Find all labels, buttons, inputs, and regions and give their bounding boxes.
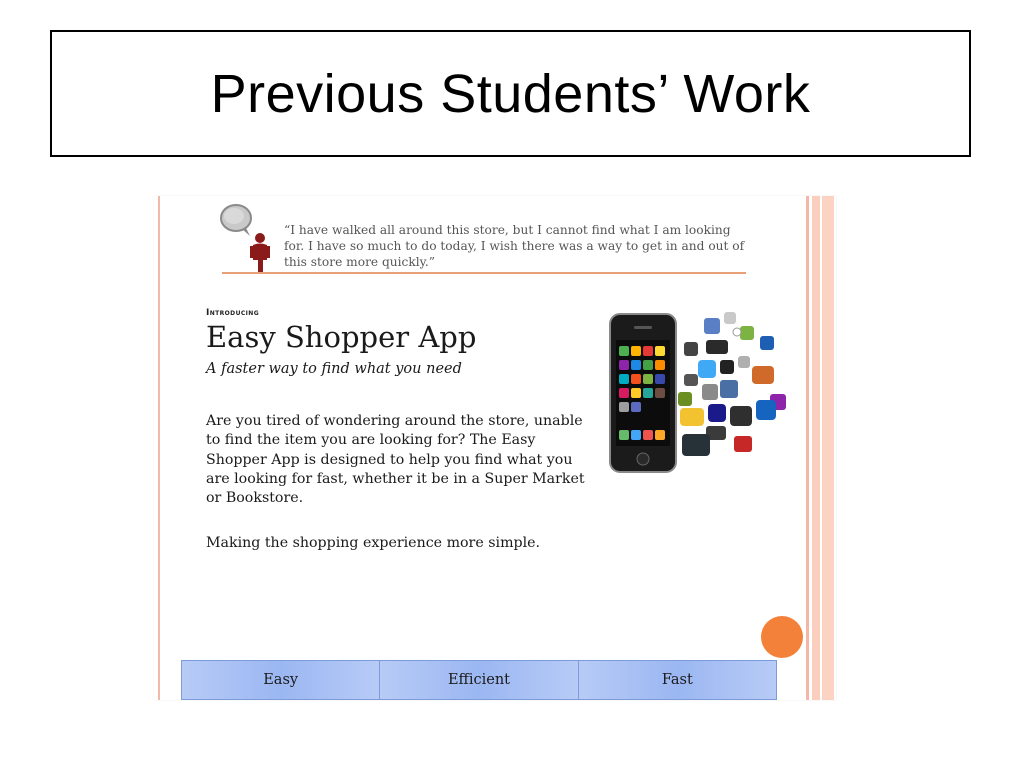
closing-line: Making the shopping experience more simple. [206,535,541,551]
feature-tab-bar [181,660,777,700]
flyer-image [154,196,836,700]
introducing-label: Introducing [206,308,260,318]
right-decorative-border [802,196,836,700]
slide-title: Previous Students’ Work [210,63,811,124]
orange-accent-dot [761,616,803,658]
quote-divider [222,272,746,274]
tab-efficient: Efficient [379,660,577,700]
tab-fast: Fast [578,660,777,700]
description-paragraph: Are you tired of wondering around the store, unable to find the item you are looking for? The Easy Shopper App is designed to help you find what you are looking for fast, whether it be in a Super Market or Bookstore. [206,413,585,507]
app-tagline: A faster way to find what you need [206,361,462,377]
left-border-line [158,196,160,700]
quote-area [220,202,746,274]
smartphone-with-apps-image [606,308,798,484]
title-box [50,30,971,157]
app-name-heading: Easy Shopper App [206,320,477,354]
customer-quote: “I have walked all around this store, but I cannot find what I am looking for. I have so much to do today, I wish there was a way to get in and out of this store more quickly.” [284,223,745,269]
tab-easy: Easy [181,660,379,700]
shopper-speech-icon [220,202,276,272]
